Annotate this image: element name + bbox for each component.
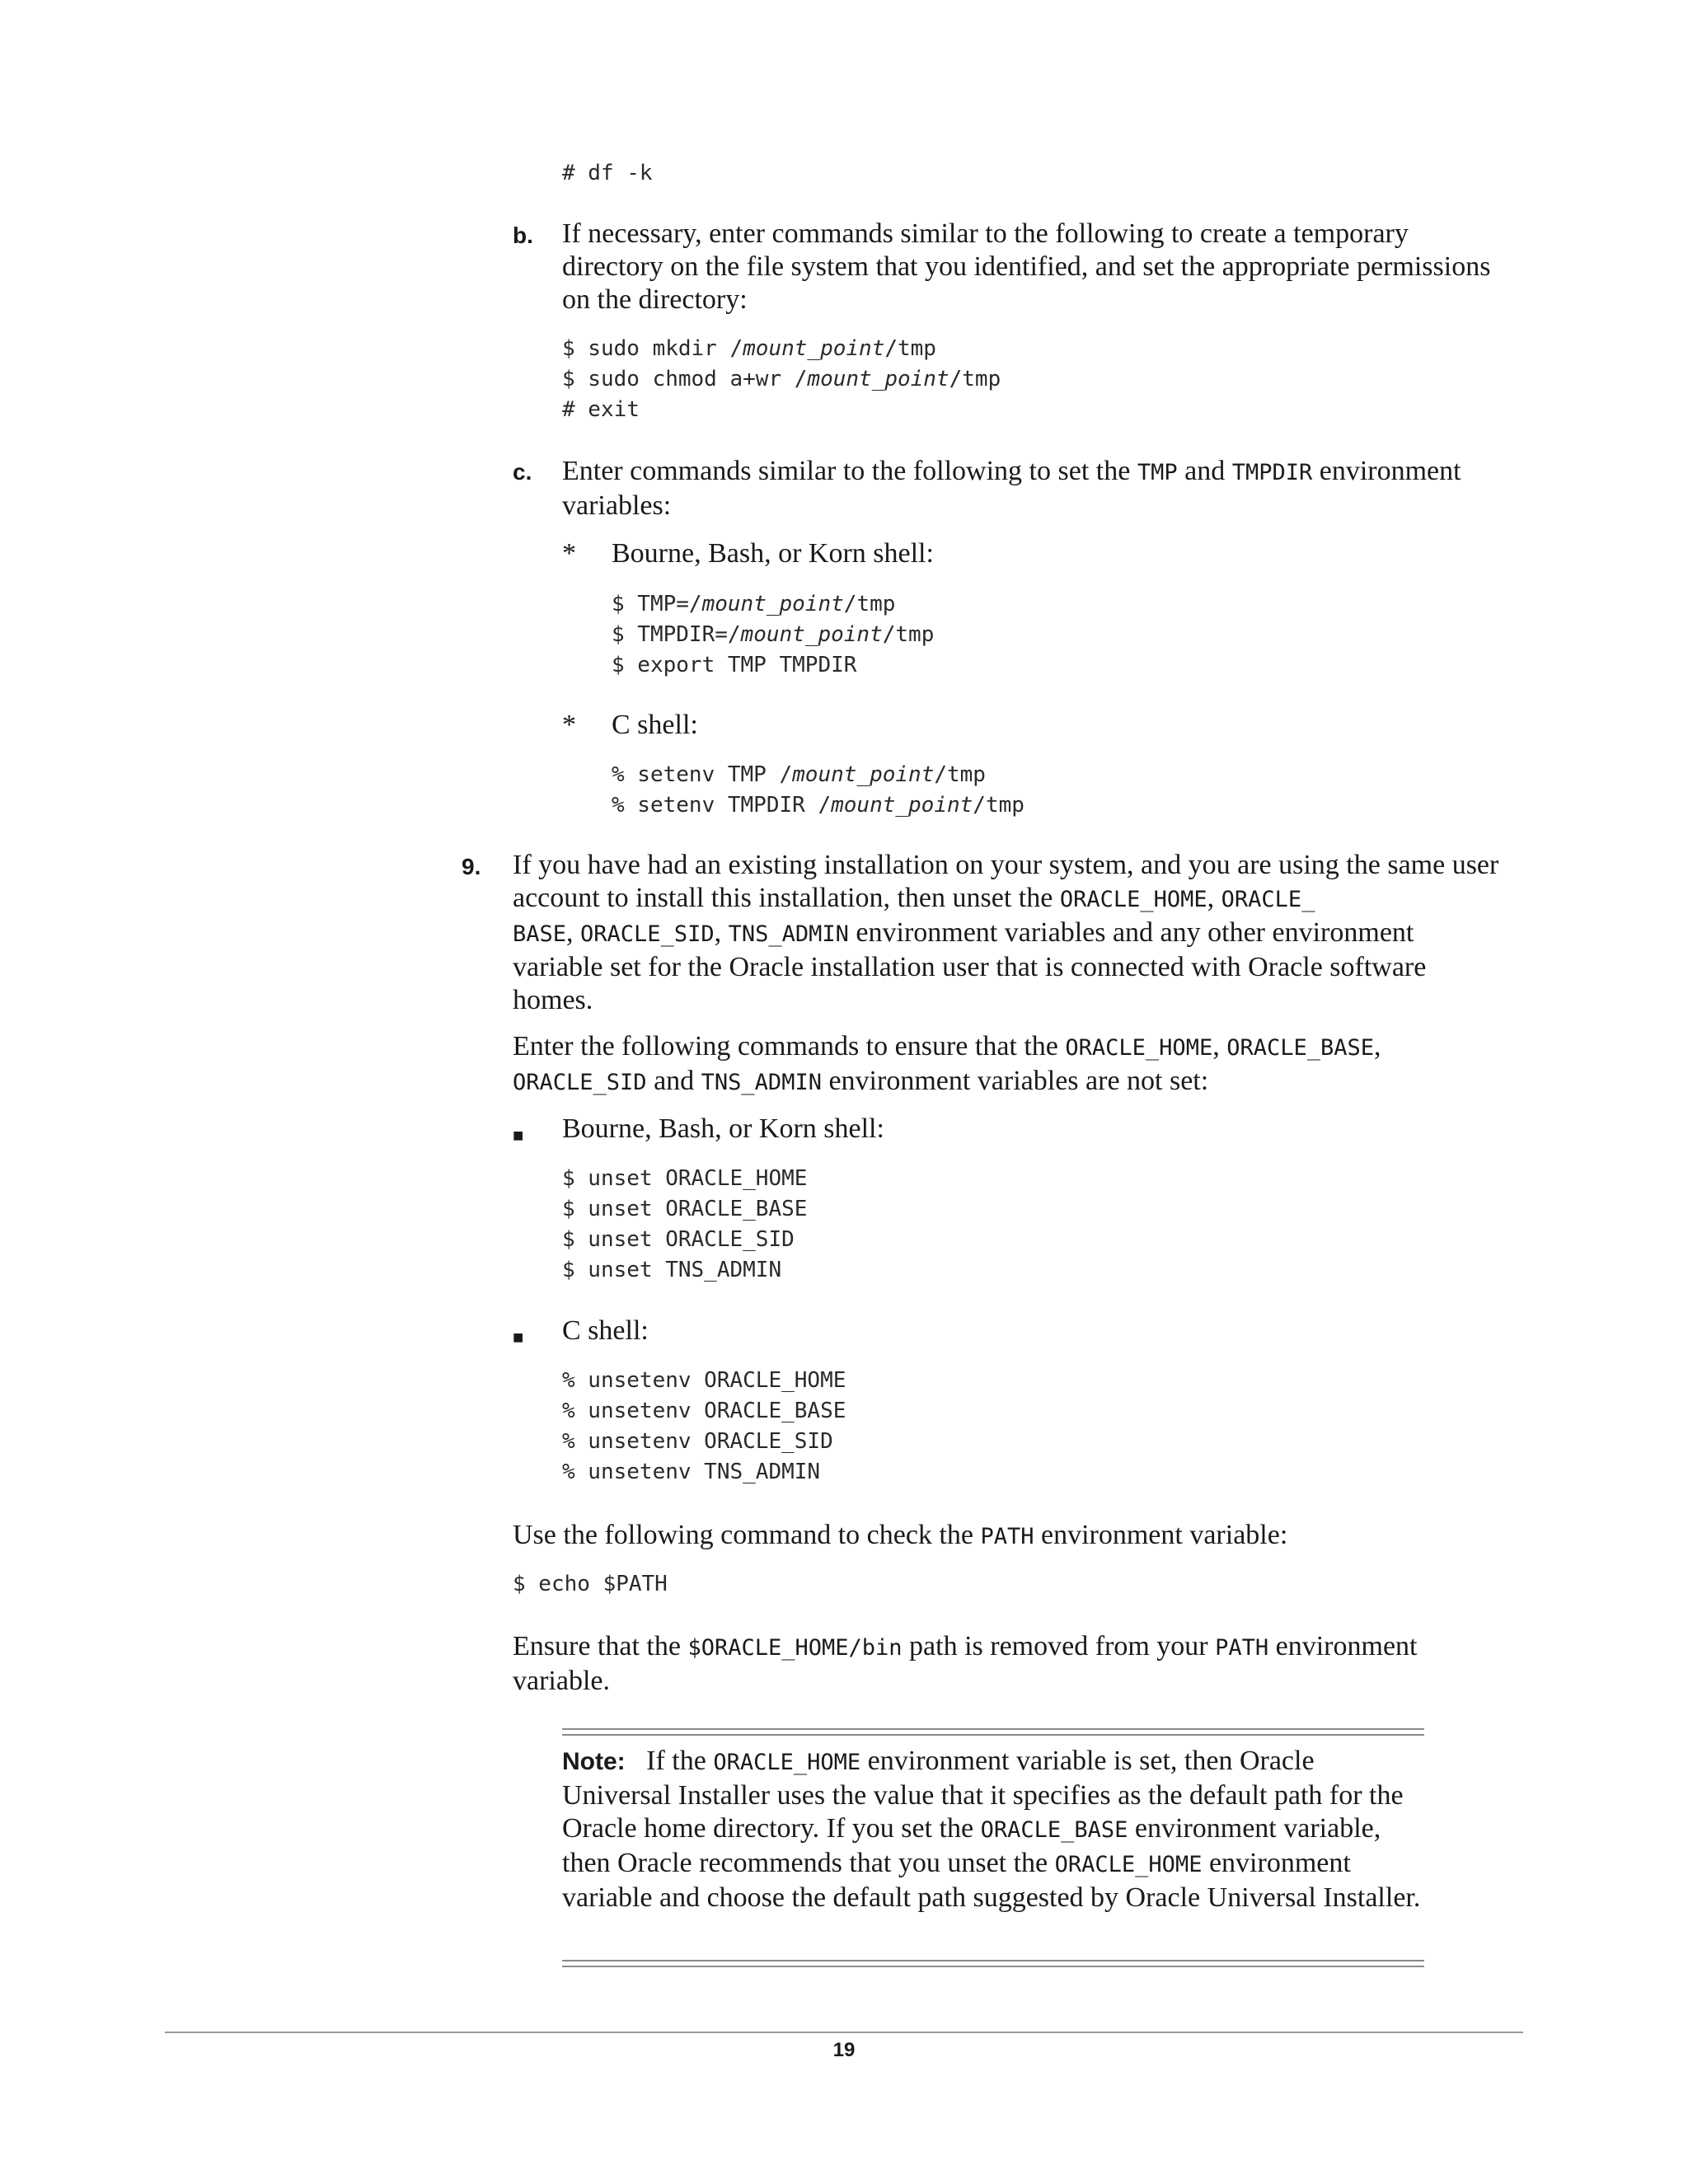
square-bullet: ■ xyxy=(513,1327,524,1347)
code-line: $ sudo mkdir /mount_point/tmp xyxy=(562,336,936,361)
step-c-text: Enter commands similar to the following to set the TMP and TMPDIR environment variables: xyxy=(562,456,1461,521)
code-line: % setenv TMPDIR /mount_point/tmp xyxy=(612,793,1025,818)
cshell-unsetenv-code-block xyxy=(562,1366,846,1488)
code-line: % unsetenv ORACLE_HOME xyxy=(562,1368,846,1393)
code-line: % setenv TMP /mount_point/tmp xyxy=(612,762,986,787)
bourne-tmp-code-block xyxy=(612,589,934,681)
step-b-marker: b. xyxy=(513,223,533,248)
note-label: Note: xyxy=(562,1748,626,1775)
code-line: $ TMP=/mount_point/tmp xyxy=(612,592,896,616)
step-b-text: If necessary, enter commands similar to the following to create a temporary directory on the file system that you identified, and set the appropriate permissions on the directory: xyxy=(562,218,1491,315)
code-line: $ unset TNS_ADMIN xyxy=(562,1258,782,1282)
code-line: $ unset ORACLE_SID xyxy=(562,1227,795,1252)
bourne-shell-label: Bourne, Bash, or Korn shell: xyxy=(612,538,934,569)
code-line: $ export TMP TMPDIR xyxy=(612,653,857,677)
code-line: % unsetenv TNS_ADMIN xyxy=(562,1460,821,1484)
step-9-paragraph-1: If you have had an existing installation on your system, and you are using the same user account to install this installation, then unset the ORACLE_HOME, ORACLE_ BASE, ORACLE_SID, TNS_ADMIN environment variables and any other environment variable set for the Oracle installation user that is connected with Oracle software homes. xyxy=(513,850,1499,1015)
note-top-rule xyxy=(562,1728,1424,1730)
echo-path-code: $ echo $PATH xyxy=(513,1572,668,1596)
bourne-unset-code-block xyxy=(562,1164,807,1286)
c-shell-label: C shell: xyxy=(562,1315,649,1346)
step-b-code-block xyxy=(562,334,1001,425)
code-line: % unsetenv ORACLE_SID xyxy=(562,1429,833,1454)
footer-rule xyxy=(165,2032,1523,2033)
code-line: % unsetenv ORACLE_BASE xyxy=(562,1399,846,1423)
step-9-paragraph-2: Enter the following commands to ensure that the ORACLE_HOME, ORACLE_BASE, ORACLE_SID and TNS_ADMIN environment variables are not set: xyxy=(513,1031,1381,1096)
note-bottom-rule xyxy=(562,1966,1424,1967)
bourne-shell-label: Bourne, Bash, or Korn shell: xyxy=(562,1113,884,1144)
step-9-paragraph-4: Ensure that the $ORACLE_HOME/bin path is removed from your PATH environment variable. xyxy=(513,1631,1418,1696)
step-c-marker: c. xyxy=(513,459,532,485)
star-bullet: * xyxy=(562,710,576,740)
note-top-rule xyxy=(562,1734,1424,1736)
code-line: # exit xyxy=(562,397,640,422)
c-shell-label: C shell: xyxy=(612,710,698,740)
df-code: # df -k xyxy=(562,161,653,185)
cshell-tmp-code-block xyxy=(612,760,1025,821)
step-9-marker: 9. xyxy=(462,854,481,879)
code-line: $ sudo chmod a+wr /mount_point/tmp xyxy=(562,367,1001,391)
step-9-paragraph-3: Use the following command to check the PATH environment variable: xyxy=(513,1520,1288,1550)
code-line: $ unset ORACLE_BASE xyxy=(562,1197,808,1221)
star-bullet: * xyxy=(562,538,576,569)
code-line: $ TMPDIR=/mount_point/tmp xyxy=(612,622,935,647)
code-line: $ unset ORACLE_HOME xyxy=(562,1166,808,1191)
note-box: Note: If the ORACLE_HOME environment variable is set, then Oracle Universal Installer uses the value that it specifies as the default path for the Oracle home directory. If you set the ORACLE_BASE environment variable, then Oracle recommends that you unset the ORACLE_HOME environment variable and choose the default path suggested by Oracle Universal Installer. xyxy=(562,1746,1421,1913)
square-bullet: ■ xyxy=(513,1125,524,1146)
page-number: 19 xyxy=(832,2039,856,2061)
note-bottom-rule xyxy=(562,1960,1424,1961)
